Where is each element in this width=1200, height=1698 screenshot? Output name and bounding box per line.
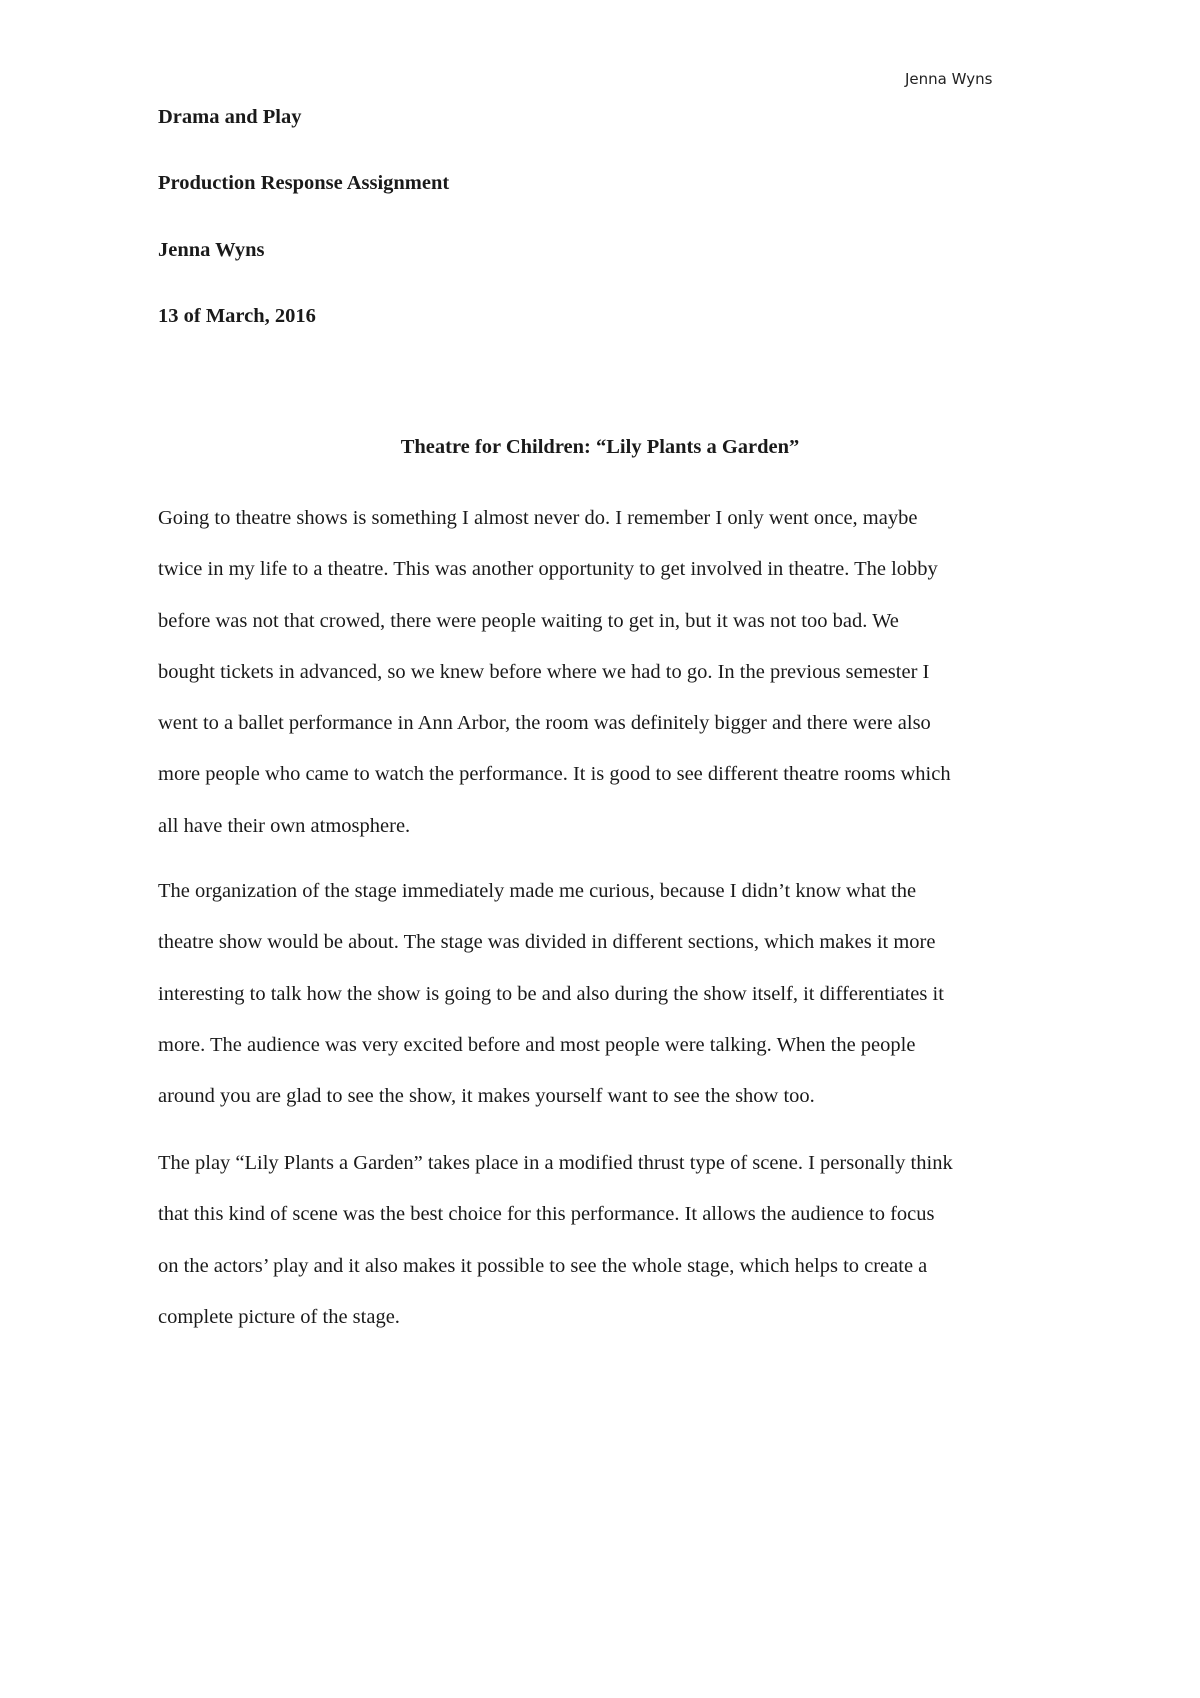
text-line: that this kind of scene was the best choice for this performance. It allows the audience to focus [158, 1203, 935, 1226]
text-line: Going to theatre shows is something I almost never do. I remember I only went once, maybe [158, 507, 918, 529]
date: 13 of March, 2016 [158, 305, 316, 327]
running-header: Jenna Wyns [905, 70, 993, 88]
text-line: more people who came to watch the performance. It is good to see different theatre rooms which [158, 763, 951, 786]
text-line: before was not that crowed, there were people waiting to get in, but it was not too bad. We [158, 609, 899, 632]
text-line: The organization of the stage immediately made me curious, because I didn’t know what the [158, 880, 917, 902]
text-line: went to a ballet performance in Ann Arbor, the room was definitely bigger and there were also [158, 712, 931, 735]
text-line: all have their own atmosphere. [158, 814, 411, 837]
text-line: twice in my life to a theatre. This was another opportunity to get involved in theatre. The lobby [158, 558, 938, 581]
text-line: bought tickets in advanced, so we knew before where we had to go. In the previous semester I [158, 660, 930, 683]
document-title: Theatre for Children: “Lily Plants a Garden” [400, 436, 800, 458]
paragraph-3 [158, 1138, 1058, 1343]
text-line: on the actors’ play and it also makes it possible to see the whole stage, which helps to create a [158, 1254, 928, 1277]
paragraph-2 [158, 866, 1058, 1122]
text-line: interesting to talk how the show is going to be and also during the show itself, it differentiates it [158, 982, 944, 1005]
text-line: complete picture of the stage. [158, 1305, 400, 1328]
text-line: theatre show would be about. The stage was divided in different sections, which makes it more [158, 931, 936, 954]
assignment-name: Production Response Assignment [158, 172, 450, 194]
text-line: more. The audience was very excited before and most people were talking. When the people [158, 1033, 916, 1056]
paragraph-1 [158, 493, 1058, 852]
author-name: Jenna Wyns [158, 239, 265, 261]
course-name: Drama and Play [158, 106, 302, 128]
text-line: around you are glad to see the show, it makes yourself want to see the show too. [158, 1085, 815, 1108]
text-line: The play “Lily Plants a Garden” takes place in a modified thrust type of scene. I personally think [158, 1152, 953, 1174]
